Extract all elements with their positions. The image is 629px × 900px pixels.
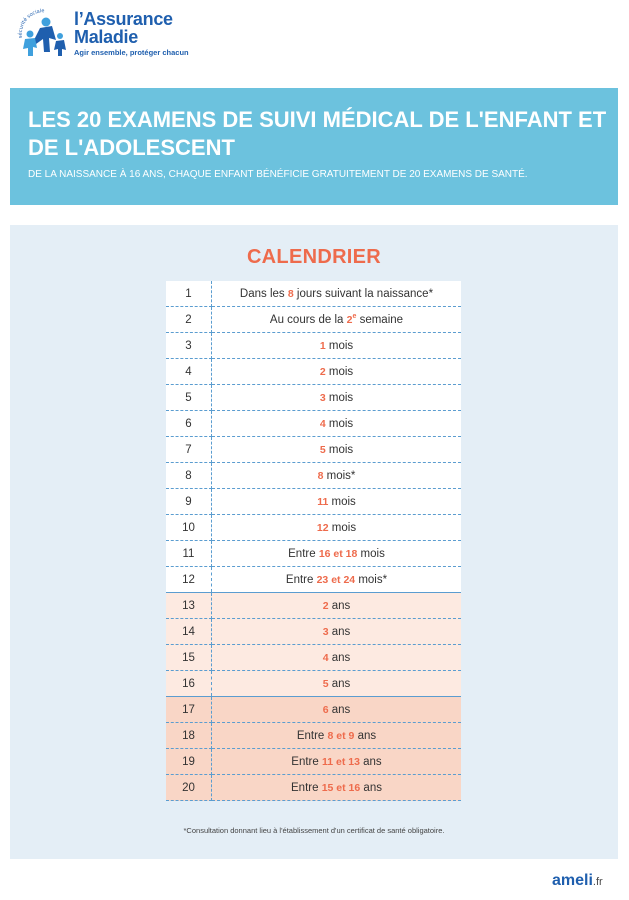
- exam-number: 18: [166, 723, 212, 749]
- logo-arc-text: sécurité sociale: [17, 8, 45, 39]
- exam-number: 3: [166, 333, 212, 359]
- calendar-title: CALENDRIER: [246, 246, 382, 268]
- timing-text: mois: [328, 521, 357, 534]
- timing-text: Entre: [288, 547, 319, 560]
- table-row: [166, 567, 461, 593]
- highlight-value: 12: [316, 521, 329, 534]
- highlight-value: 1: [319, 339, 326, 352]
- highlight-value: 5: [322, 677, 329, 690]
- ameli-logo[interactable]: [552, 872, 603, 890]
- timing-text: jours suivant la naissance*: [293, 287, 434, 300]
- highlight-value: 2: [322, 599, 329, 612]
- exam-timing: [212, 359, 462, 385]
- table-row: [166, 411, 461, 437]
- exam-number: 17: [166, 697, 212, 723]
- footnote: *Consultation donnant lieu à l'établissement d'un certificat de santé obligatoire.: [183, 826, 445, 835]
- table-row: [166, 645, 461, 671]
- logo-tagline: Agir ensemble, protéger chacun: [74, 48, 189, 57]
- table-row: [166, 541, 461, 567]
- timing-text: mois: [325, 417, 354, 430]
- assurance-maladie-logo[interactable]: [16, 8, 216, 72]
- highlight-value: 16 et 18: [318, 547, 358, 560]
- logo-line-2: Maladie: [74, 27, 138, 47]
- exam-timing: [212, 463, 462, 489]
- exam-timing: [212, 749, 462, 775]
- exam-timing: [212, 697, 462, 723]
- highlight-value: 4: [319, 417, 326, 430]
- highlight-value: 4: [322, 651, 329, 664]
- exam-number: 9: [166, 489, 212, 515]
- timing-text: mois: [325, 391, 354, 404]
- timing-text: mois: [325, 443, 354, 456]
- timing-text: semaine: [356, 313, 404, 326]
- timing-text: Entre: [296, 729, 328, 742]
- timing-text: ans: [328, 651, 351, 664]
- timing-text: mois: [325, 365, 354, 378]
- table-row: [166, 697, 461, 723]
- table-row: [166, 385, 461, 411]
- highlight-value: 23 et 24: [316, 573, 356, 586]
- exam-number: 11: [166, 541, 212, 567]
- ameli-tld: .fr: [592, 876, 603, 888]
- exam-number: 20: [166, 775, 212, 801]
- exam-timing: [212, 593, 462, 619]
- exam-timing: [212, 281, 462, 307]
- exam-number: 2: [166, 307, 212, 333]
- highlight-value: 2: [346, 313, 353, 326]
- table-row: [166, 593, 461, 619]
- table-row: [166, 749, 461, 775]
- exam-number: 8: [166, 463, 212, 489]
- ameli-brand: ameli: [552, 872, 593, 889]
- exam-timing: [212, 567, 462, 593]
- exam-timing: [212, 619, 462, 645]
- exam-timing: [212, 671, 462, 697]
- exam-timing: [212, 333, 462, 359]
- highlight-value: 8: [287, 287, 294, 300]
- exam-timing: [212, 307, 462, 333]
- superscript: e: [352, 313, 357, 321]
- exam-number: 7: [166, 437, 212, 463]
- table-row: [166, 281, 461, 307]
- highlight-value: 11 et 13: [321, 755, 360, 768]
- table-row: [166, 463, 461, 489]
- exam-number: 1: [166, 281, 212, 307]
- exam-number: 12: [166, 567, 212, 593]
- exam-number: 14: [166, 619, 212, 645]
- timing-text: ans: [328, 703, 351, 716]
- highlight-value: 2: [319, 365, 326, 378]
- table-row: [166, 671, 461, 697]
- timing-text: Dans les: [239, 287, 288, 300]
- table-row: [166, 437, 461, 463]
- logo-line-1: l’Assurance: [74, 9, 173, 29]
- calendar-table: [166, 281, 461, 801]
- exam-number: 19: [166, 749, 212, 775]
- timing-text: ans: [328, 599, 351, 612]
- timing-text: Entre: [285, 573, 317, 586]
- timing-text: Entre: [291, 755, 322, 768]
- table-row: [166, 619, 461, 645]
- table-row: [166, 515, 461, 541]
- highlight-value: 3: [319, 391, 326, 404]
- highlight-value: 15 et 16: [321, 781, 361, 794]
- exam-number: 6: [166, 411, 212, 437]
- timing-text: mois: [357, 547, 385, 560]
- exam-timing: [212, 411, 462, 437]
- exam-number: 13: [166, 593, 212, 619]
- calendar-panel: [10, 225, 618, 859]
- timing-text: mois: [325, 339, 354, 352]
- highlight-value: 5: [319, 443, 326, 456]
- exam-number: 15: [166, 645, 212, 671]
- exam-number: 4: [166, 359, 212, 385]
- timing-text: ans: [328, 677, 351, 690]
- timing-text: ans: [360, 781, 382, 794]
- exam-timing: [212, 489, 462, 515]
- page-subtitle: DE LA NAISSANCE À 16 ANS, CHAQUE ENFANT BÉNÉFICIE GRATUITEMENT DE 20 EXAMENS DE SANTÉ.: [28, 169, 528, 180]
- page-title: LES 20 EXAMENS DE SUIVI MÉDICAL DE L'ENFANT ET DE L'ADOLESCENT: [28, 107, 607, 160]
- highlight-value: 8: [317, 469, 324, 482]
- exam-number: 16: [166, 671, 212, 697]
- table-row: [166, 489, 461, 515]
- timing-text: ans: [354, 729, 377, 742]
- highlight-value: 6: [322, 703, 329, 716]
- exam-timing: [212, 437, 462, 463]
- timing-text: mois*: [355, 573, 388, 586]
- exam-number: 5: [166, 385, 212, 411]
- exam-timing: [212, 645, 462, 671]
- timing-text: Entre: [291, 781, 322, 794]
- table-row: [166, 775, 461, 801]
- highlight-value: 11: [317, 495, 329, 508]
- table-row: [166, 359, 461, 385]
- timing-text: mois*: [323, 469, 356, 482]
- table-row: [166, 723, 461, 749]
- highlight-value: 8 et 9: [327, 729, 355, 742]
- exam-timing: [212, 723, 462, 749]
- highlight-value: 3: [322, 625, 329, 638]
- family-logo-icon: [16, 8, 70, 64]
- exam-timing: [212, 515, 462, 541]
- header-banner: [10, 88, 618, 205]
- exam-timing: [212, 541, 462, 567]
- timing-text: ans: [328, 625, 351, 638]
- table-row: [166, 333, 461, 359]
- timing-text: ans: [359, 755, 382, 768]
- timing-text: mois: [328, 495, 356, 508]
- exam-timing: [212, 775, 462, 801]
- exam-number: 10: [166, 515, 212, 541]
- timing-text: Au cours de la: [269, 313, 347, 326]
- exam-timing: [212, 385, 462, 411]
- table-row: [166, 307, 461, 333]
